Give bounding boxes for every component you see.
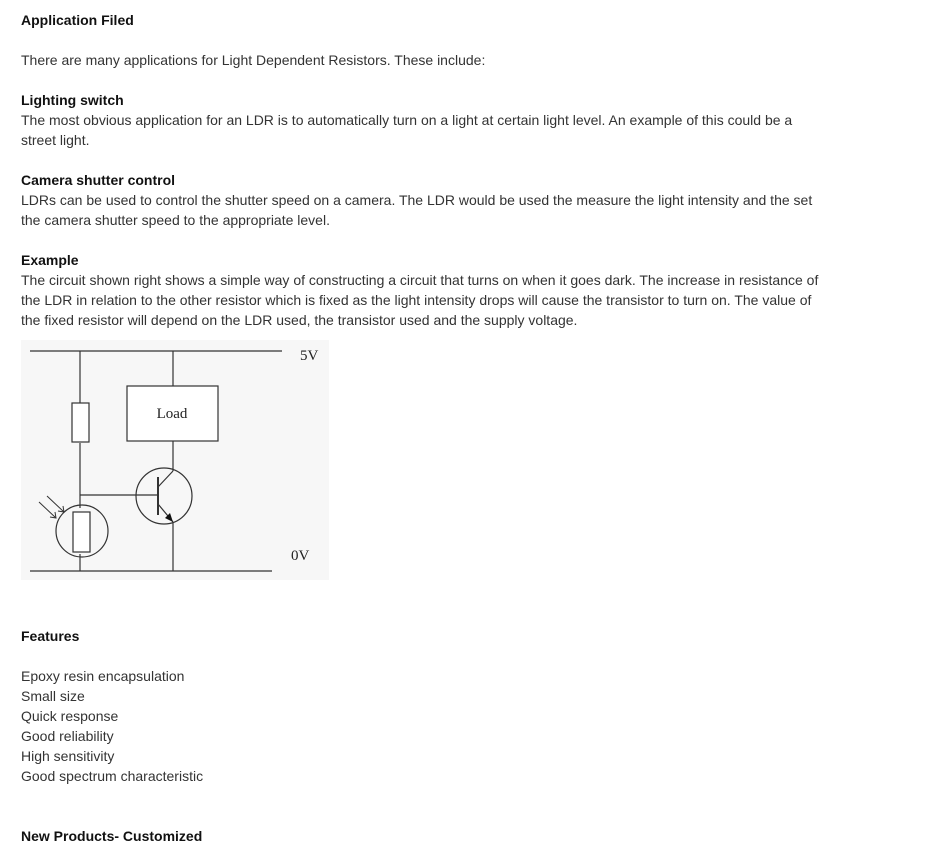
feature-item: Small size bbox=[21, 688, 85, 704]
section-text-line: the camera shutter speed to the appropriate level. bbox=[21, 212, 330, 228]
section-text-line: The circuit shown right shows a simple way of constructing a circuit that turns on when it goes dark. The increase in resistance of bbox=[21, 272, 819, 288]
load-label: Load bbox=[156, 406, 188, 422]
section-text-line: street light. bbox=[21, 132, 90, 148]
section-heading-example: Example bbox=[21, 252, 79, 268]
section-text-line: LDRs can be used to control the shutter speed on a camera. The LDR would be used the measure the light intensity and the set bbox=[21, 192, 813, 208]
supply-voltage-label: 5V bbox=[300, 348, 319, 364]
feature-item: Quick response bbox=[21, 708, 119, 724]
fixed-resistor bbox=[72, 403, 89, 442]
ldr-resistor bbox=[73, 512, 90, 552]
section-text-line: the LDR in relation to the other resistor which is fixed as the light intensity drops will cause the transistor to turn on. The value of bbox=[21, 292, 812, 308]
ldr-circuit-diagram bbox=[21, 340, 331, 585]
ground-voltage-label: 0V bbox=[291, 548, 310, 564]
features-heading: Features bbox=[21, 628, 80, 644]
section-text-line: The most obvious application for an LDR is to automatically turn on a light at certain light level. An example of this could be a bbox=[21, 112, 793, 128]
new-products-heading: New Products- Customized bbox=[21, 828, 203, 844]
feature-item: Good spectrum characteristic bbox=[21, 768, 204, 784]
feature-item: Good reliability bbox=[21, 728, 114, 744]
intro-text: There are many applications for Light Dependent Resistors. These include: bbox=[21, 52, 486, 68]
feature-item: High sensitivity bbox=[21, 748, 115, 764]
diagram-background bbox=[21, 340, 329, 580]
section-heading-camera-shutter: Camera shutter control bbox=[21, 172, 176, 188]
page-title: Application Filed bbox=[21, 12, 134, 28]
feature-item: Epoxy resin encapsulation bbox=[21, 668, 185, 684]
section-heading-lighting-switch: Lighting switch bbox=[21, 92, 124, 108]
section-text-line: the fixed resistor will depend on the LDR used, the transistor used and the supply voltage. bbox=[21, 312, 578, 328]
